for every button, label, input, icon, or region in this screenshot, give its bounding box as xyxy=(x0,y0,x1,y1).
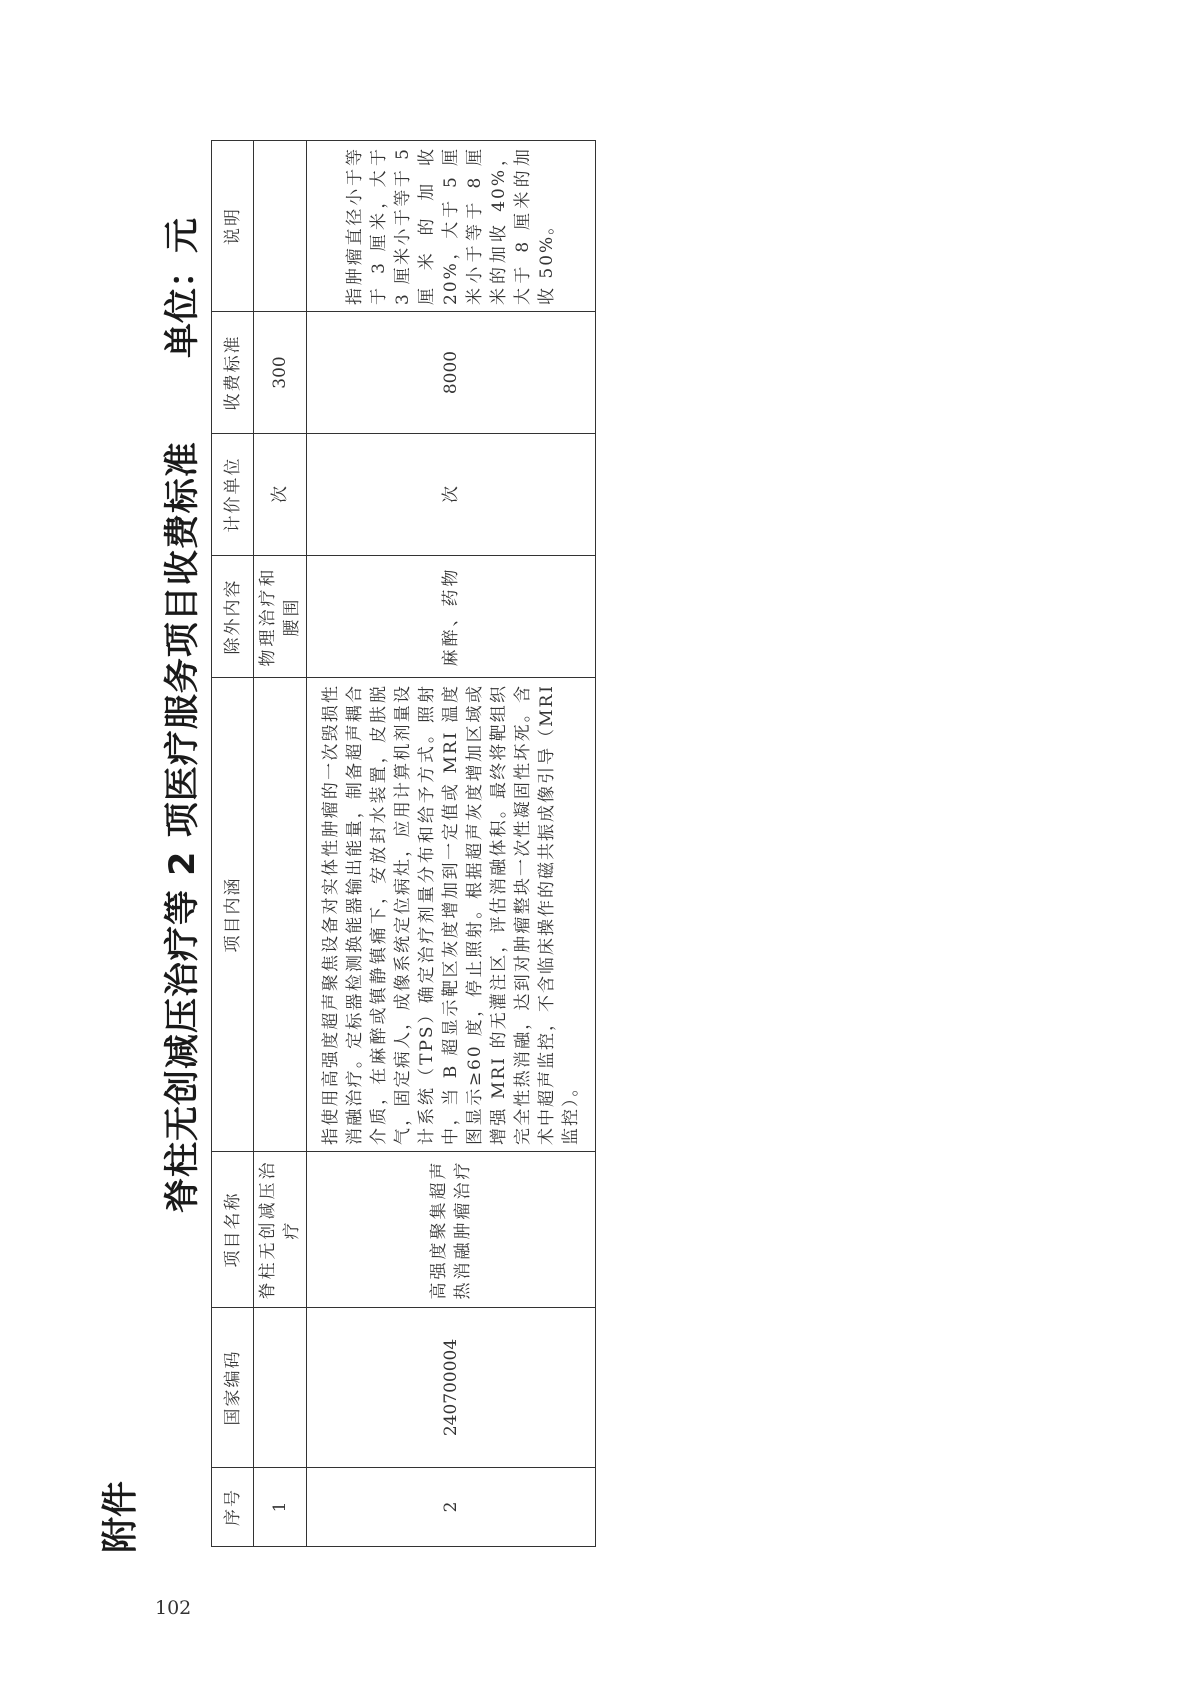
cell-price: 300 xyxy=(254,312,307,434)
cell-code: 240700004 xyxy=(307,1308,596,1468)
cell-note xyxy=(254,141,307,312)
column-header: 项目名称 xyxy=(212,1152,254,1308)
page-number: 102 xyxy=(155,1597,192,1619)
cell-no: 1 xyxy=(254,1468,307,1547)
unit-label: 单位：元 xyxy=(163,217,203,358)
column-header: 收费标准 xyxy=(212,312,254,434)
cell-code xyxy=(254,1308,307,1468)
column-header: 说明 xyxy=(212,141,254,312)
column-header: 除外内容 xyxy=(212,556,254,678)
cell-content: 指使用高强度超声聚焦设备对实体性肿瘤的一次毁损性消融治疗。定标器检测换能器输出能量，制备超声耦合介质，在麻醉或镇静镇痛下，安放封水装置，皮肤脱气，固定病人，成像系统定位病灶，应用计算机剂量设计系统（TPS）确定治疗剂量分布和给予方式。照射中，当 B 超显示靶区灰度增加到一定值或 MRI 温度图显示≥60 度，停止照射。根据超声灰度增加区域或增强 MRI 的无灌注区，评估消融体积。最终将靶组织完全性热消融，达到对肿瘤整块一次性凝固性坏死。含术中超声监控，不含临床操作的磁共振成像引导（MRI 监控）。 xyxy=(307,678,596,1152)
column-header: 国家编码 xyxy=(212,1308,254,1468)
cell-exclusions: 物理治疗和腰围 xyxy=(254,556,307,678)
cell-note: 指肿瘤直径小于等于 3 厘米，大于 3 厘米小于等于 5 厘米的加收 20%，大于 5 厘米小于等于 8 厘米的加收 40%，大于 8 厘米的加收 50%。 xyxy=(307,141,596,312)
table-row xyxy=(254,141,307,1547)
table-header-row xyxy=(212,141,254,1547)
cell-unit: 次 xyxy=(307,434,596,556)
fee-table xyxy=(211,140,596,1547)
cell-exclusions: 麻醉、药物 xyxy=(307,556,596,678)
attachment-label: 附件 xyxy=(100,1480,141,1553)
column-header: 计价单位 xyxy=(212,434,254,556)
cell-content xyxy=(254,678,307,1152)
cell-unit: 次 xyxy=(254,434,307,556)
cell-price: 8000 xyxy=(307,312,596,434)
cell-name: 脊柱无创减压治疗 xyxy=(254,1152,307,1308)
column-header: 项目内涵 xyxy=(212,678,254,1152)
page-title: 脊柱无创减压治疗等 2 项医疗服务项目收费标准 xyxy=(163,441,203,1213)
column-header: 序号 xyxy=(212,1468,254,1547)
table-row xyxy=(307,141,596,1547)
cell-no: 2 xyxy=(307,1468,596,1547)
cell-name: 高强度聚集超声热消融肿瘤治疗 xyxy=(307,1152,596,1308)
